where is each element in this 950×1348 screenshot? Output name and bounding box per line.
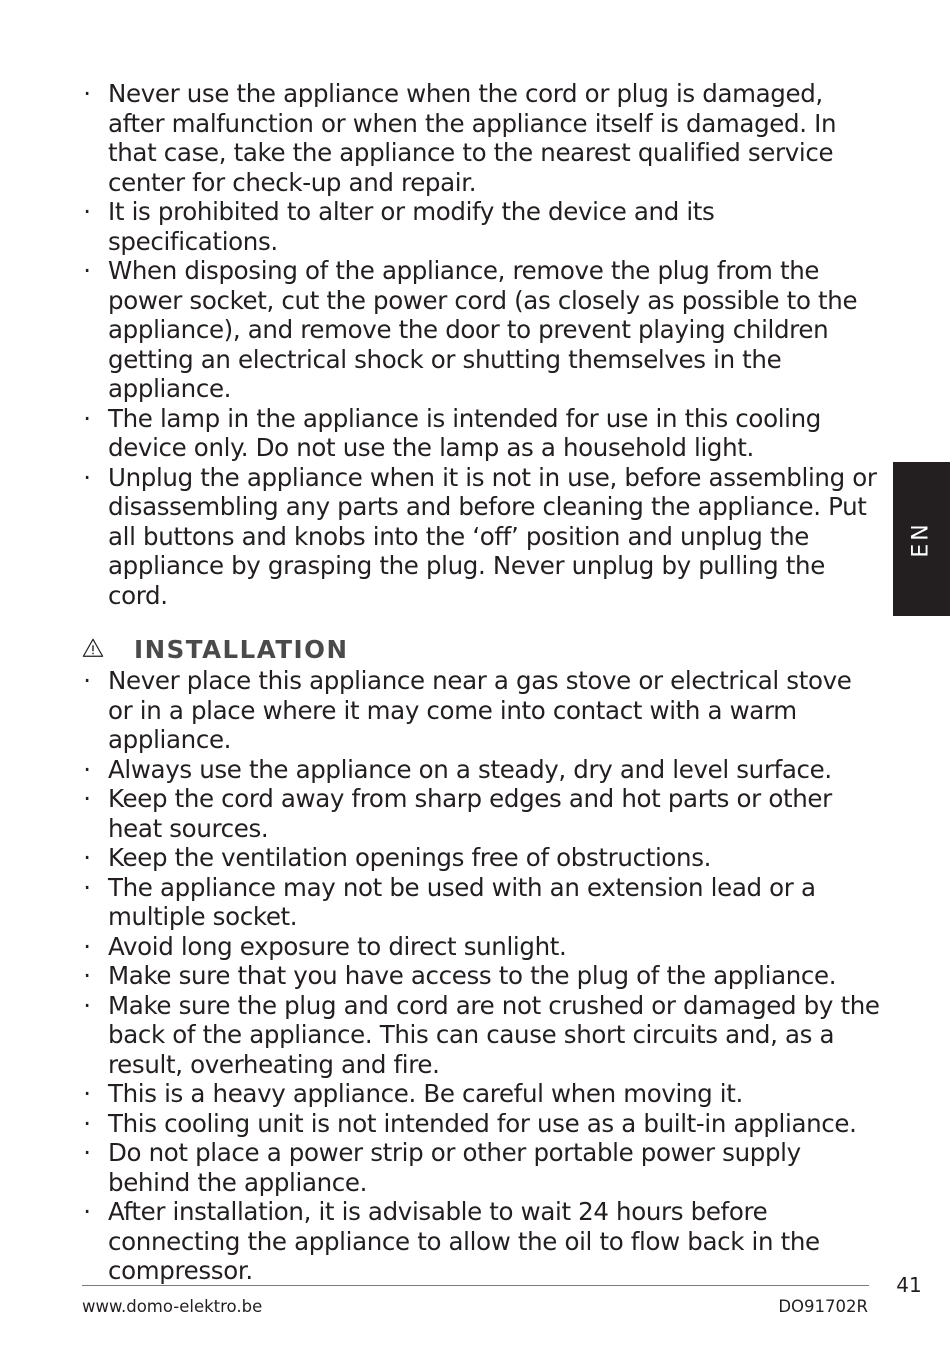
manual-content [80,79,880,1286]
bullet: · [83,784,91,813]
list-item [80,1197,880,1286]
bullet: · [83,1108,91,1138]
bullet: · [83,403,91,433]
list-item [80,755,880,785]
bullet: · [83,931,91,961]
item-text: Unplug the appliance when it is not in use, before assembling or disassembling any parts and before cleaning the appliance. Put all buttons and knobs into the ‘off’ position and unplug the appliance by grasping the plug. Never unplug by pulling the cord. [108,462,877,610]
list-item [80,961,880,991]
footer-model-number: DO91702R [778,1297,868,1316]
list-item [80,1079,880,1109]
list-item [80,1109,880,1139]
bullet: · [83,666,91,695]
list-item [80,1138,880,1197]
installation-list [80,666,880,1286]
item-text: Keep the cord away from sharp edges and hot parts or other heat sources. [108,784,832,843]
item-text: Never use the appliance when the cord or plug is damaged, after malfunction or when the appliance itself is damaged. In that case, take the appliance to the nearest qualified service center for check-up and repair. [108,79,837,197]
bullet: · [83,872,91,902]
item-text: Always use the appliance on a steady, dry and level surface. [108,754,832,784]
list-item [80,784,880,843]
bullet: · [83,79,91,108]
safety-list [80,79,880,610]
item-text: The appliance may not be used with an extension lead or a multiple socket. [108,872,816,931]
list-item [80,843,880,873]
list-item [80,932,880,962]
language-tab [893,462,950,616]
bullet: · [83,197,91,226]
bullet: · [83,1197,91,1226]
list-item [80,197,880,256]
list-item [80,666,880,755]
bullet: · [83,256,91,285]
item-text: When disposing of the appliance, remove the plug from the power socket, cut the power cord (as closely as possible to the appliance), and remove the door to prevent playing children getting an electrical shock or shutting themselves in the appliance. [108,256,858,403]
bullet: · [83,990,91,1020]
list-item [80,873,880,932]
bullet: · [83,1138,91,1167]
item-text: Make sure that you have access to the plug of the appliance. [108,961,837,990]
item-text: Make sure the plug and cord are not crushed or damaged by the back of the appliance. This can cause short circuits and, as a result, overheating and fire. [108,990,880,1079]
bullet: · [83,754,91,784]
item-text: This cooling unit is not intended for use as a built-in appliance. [108,1108,857,1138]
item-text: Avoid long exposure to direct sunlight. [108,931,567,961]
bullet: · [83,843,91,872]
item-text: After installation, it is advisable to wait 24 hours before connecting the appliance to allow the oil to flow back in the compressor. [108,1197,820,1285]
item-text: It is prohibited to alter or modify the device and its specifications. [108,197,715,256]
list-item [80,991,880,1080]
page-number: 41 [896,1273,922,1297]
list-item [80,256,880,404]
section-heading-text: INSTALLATION [134,635,349,665]
item-text: This is a heavy appliance. Be careful when moving it. [108,1079,743,1108]
bullet: · [83,961,91,990]
item-text: Do not place a power strip or other portable power supply behind the appliance. [108,1138,801,1197]
item-text: Keep the ventilation openings free of obstructions. [108,843,712,872]
list-item [80,404,880,463]
footer-website: www.domo-elektro.be [82,1297,263,1316]
section-heading-installation [80,635,880,665]
list-item [80,463,880,611]
bullet: · [83,462,91,492]
list-item [80,79,880,197]
language-tab-label: EN [908,520,934,558]
warning-triangle-icon [82,637,104,659]
item-text: Never place this appliance near a gas stove or electrical stove or in a place where it may come into contact with a warm appliance. [108,666,852,754]
bullet: · [83,1079,91,1108]
footer-divider [82,1285,869,1286]
item-text: The lamp in the appliance is intended for use in this cooling device only. Do not use the lamp as a household light. [108,403,822,462]
